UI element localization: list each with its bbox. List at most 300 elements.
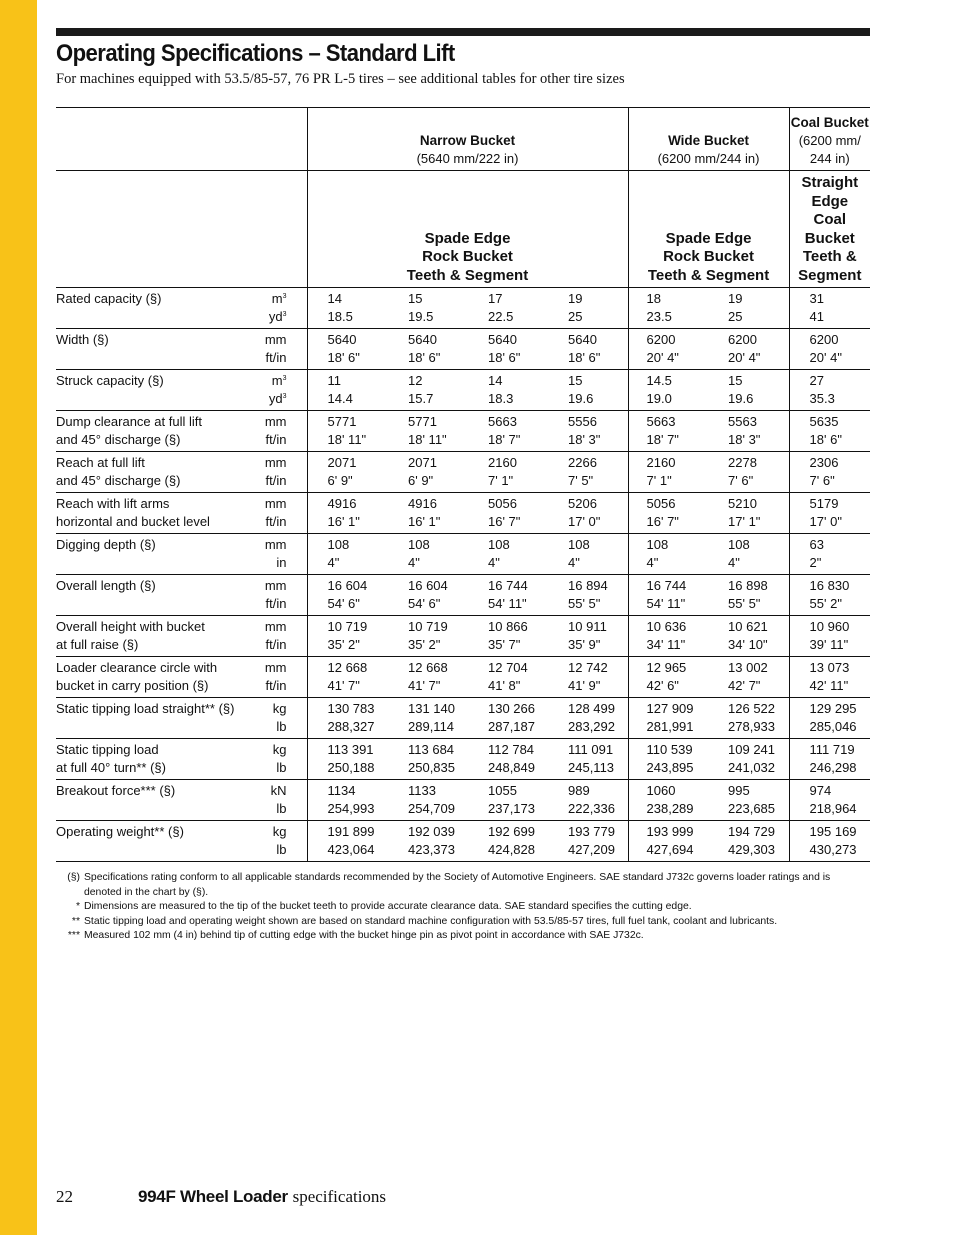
metric-value: 13 002 <box>728 660 768 675</box>
unit-line <box>251 741 287 759</box>
row-label <box>56 452 251 493</box>
metric-value: 5056 <box>646 496 676 511</box>
metric-value: 27 <box>809 373 824 388</box>
value-cell <box>628 452 708 493</box>
imperial-value: 19.6 <box>568 391 594 406</box>
unit-text: lb <box>276 719 287 734</box>
imperial-value: 250,835 <box>408 760 455 775</box>
metric-value: 15 <box>568 373 583 388</box>
coal-type-line: Segment <box>798 266 862 284</box>
value-cell <box>468 657 548 698</box>
imperial-value: 288,327 <box>327 719 375 734</box>
value-cell <box>789 575 870 616</box>
footnote-text: Measured 102 mm (4 in) behind tip of cutting edge with the bucket hinge pin as pivot point in accordance with SAE J732c. <box>84 930 644 941</box>
value-cell <box>468 739 548 780</box>
row-label-line: Width (§) <box>56 332 109 347</box>
narrow-type-line: Spade Edge <box>424 229 511 247</box>
imperial-value: 4" <box>327 555 340 570</box>
value-cell <box>708 575 789 616</box>
metric-value: 192 039 <box>408 824 455 839</box>
imperial-value: 15.7 <box>408 391 434 406</box>
metric-value: 130 266 <box>488 701 535 716</box>
metric-value: 16 744 <box>646 578 687 593</box>
imperial-value: 7' 6" <box>728 473 754 488</box>
metric-value: 108 <box>646 537 669 552</box>
metric-value: 127 909 <box>646 701 694 716</box>
metric-value: 12 668 <box>327 660 368 675</box>
unit-line <box>251 308 287 326</box>
metric-value: 31 <box>809 291 824 306</box>
imperial-value: 16' 1" <box>327 514 360 529</box>
imperial-value: 7' 1" <box>488 473 514 488</box>
page-subtitle: For machines equipped with 53.5/85-57, 76 PR L-5 tires – see additional tables for other tire sizes <box>56 71 625 87</box>
value-cell <box>468 575 548 616</box>
metric-value: 2306 <box>809 455 839 470</box>
value-cell <box>307 411 388 452</box>
header-wide-bucket <box>628 108 789 171</box>
value-cell <box>468 821 548 862</box>
value-cell <box>388 821 468 862</box>
imperial-value: 248,849 <box>488 760 535 775</box>
imperial-value: 42' 11" <box>809 678 849 693</box>
metric-value: 193 999 <box>646 824 694 839</box>
value-cell <box>628 329 708 370</box>
narrow-bucket-size: (5640 mm/222 in) <box>416 151 519 166</box>
imperial-value: 18' 7" <box>646 432 679 447</box>
imperial-value: 17' 0" <box>568 514 601 529</box>
wide-type-line: Spade Edge <box>665 229 752 247</box>
imperial-value: 289,114 <box>408 719 455 734</box>
imperial-value: 254,993 <box>327 801 375 816</box>
unit-text: lb <box>276 842 287 857</box>
row-label-line: Digging depth (§) <box>56 537 156 552</box>
imperial-value: 237,173 <box>488 801 535 816</box>
imperial-value: 245,113 <box>568 760 615 775</box>
row-units <box>251 698 307 739</box>
unit-text: m <box>271 291 283 306</box>
imperial-value: 16' 7" <box>646 514 679 529</box>
unit-text: yd <box>268 309 283 324</box>
imperial-value: 6' 9" <box>327 473 353 488</box>
metric-value: 5206 <box>568 496 597 511</box>
table-row <box>56 534 870 575</box>
table-row <box>56 616 870 657</box>
value-cell <box>789 698 870 739</box>
metric-value: 14 <box>488 373 503 388</box>
unit-line <box>251 659 287 677</box>
coal-bucket-title: Coal Bucket <box>790 115 869 130</box>
metric-value: 5556 <box>568 414 597 429</box>
unit-text: mm <box>264 619 287 634</box>
value-cell <box>548 616 628 657</box>
cubic-superscript: 3 <box>282 375 287 382</box>
footnote <box>56 871 870 900</box>
metric-value: 14 <box>327 291 342 306</box>
value-cell <box>548 452 628 493</box>
metric-value: 109 241 <box>728 742 776 757</box>
imperial-value: 55' 2" <box>809 596 842 611</box>
row-label <box>56 329 251 370</box>
imperial-value: 39' 11" <box>809 637 849 652</box>
row-label-line <box>56 308 251 326</box>
footnote-mark: ** <box>71 915 80 927</box>
value-cell <box>789 780 870 821</box>
unit-line <box>251 390 287 408</box>
wide-bucket-size: (6200 mm/244 in) <box>657 151 760 166</box>
metric-value: 15 <box>408 291 423 306</box>
row-units <box>251 534 307 575</box>
header-coal-type <box>789 171 870 288</box>
row-label-line: Dump clearance at full lift <box>56 414 202 429</box>
value-cell <box>388 698 468 739</box>
row-label-line: Static tipping load straight** (§) <box>56 701 235 716</box>
metric-value: 17 <box>488 291 503 306</box>
header-row-bucket-groups <box>56 108 870 171</box>
metric-value: 12 <box>408 373 423 388</box>
row-label <box>56 575 251 616</box>
metric-value: 19 <box>728 291 743 306</box>
unit-text: mm <box>264 578 287 593</box>
imperial-value: 54' 11" <box>488 596 527 611</box>
imperial-value: 20' 4" <box>728 350 761 365</box>
row-label <box>56 821 251 862</box>
value-cell <box>388 534 468 575</box>
value-cell <box>388 780 468 821</box>
unit-text: lb <box>276 801 287 816</box>
value-cell <box>388 411 468 452</box>
table-row <box>56 329 870 370</box>
row-label-line: Struck capacity (§) <box>56 373 164 388</box>
header-row-bucket-types <box>56 171 870 288</box>
row-label <box>56 698 251 739</box>
row-label-line: at full 40° turn** (§) <box>56 760 166 775</box>
imperial-value: 16' 1" <box>408 514 441 529</box>
narrow-bucket-title: Narrow Bucket <box>419 133 516 148</box>
row-label <box>56 288 251 329</box>
coal-type-line: Bucket <box>804 229 855 247</box>
imperial-value: 19.0 <box>646 391 672 406</box>
imperial-value: 427,209 <box>568 842 615 857</box>
metric-value: 108 <box>728 537 750 552</box>
imperial-value: 18' 11" <box>327 432 367 447</box>
row-label-line: bucket in carry position (§) <box>56 678 209 693</box>
unit-text: ft/in <box>265 350 287 365</box>
narrow-type-line: Rock Bucket <box>422 248 513 265</box>
unit-line <box>251 636 287 654</box>
imperial-value: 20' 4" <box>809 350 842 365</box>
unit-line <box>251 718 287 736</box>
wide-type-line: Teeth & Segment <box>647 266 770 284</box>
value-cell <box>789 657 870 698</box>
row-units <box>251 493 307 534</box>
row-label-line <box>56 390 251 408</box>
table-row <box>56 657 870 698</box>
value-cell <box>468 329 548 370</box>
footnote-text: Specifications rating conform to all applicable standards recommended by the Society of Automotive Engineers. SAE standard J732c governs loader ratings and is denoted in the chart by (§). <box>84 872 831 898</box>
row-label-line: Reach at full lift <box>56 455 145 470</box>
row-label-line: Overall height with bucket <box>56 619 205 634</box>
imperial-value: 6' 9" <box>408 473 434 488</box>
value-cell <box>628 739 708 780</box>
table-row <box>56 370 870 411</box>
metric-value: 1134 <box>327 783 356 798</box>
unit-line <box>251 372 287 390</box>
metric-value: 2266 <box>568 455 597 470</box>
value-cell <box>388 288 468 329</box>
row-label-line: Reach with lift arms <box>56 496 170 511</box>
table-row <box>56 575 870 616</box>
unit-line <box>251 472 287 490</box>
row-label-line: and 45° discharge (§) <box>56 432 181 447</box>
imperial-value: 4" <box>488 555 500 570</box>
imperial-value: 18' 6" <box>327 350 360 365</box>
imperial-value: 34' 11" <box>646 637 686 652</box>
value-cell <box>388 616 468 657</box>
imperial-value: 35' 2" <box>327 637 360 652</box>
metric-value: 5640 <box>488 332 517 347</box>
imperial-value: 41' 8" <box>488 678 521 693</box>
unit-text: ft/in <box>265 432 287 447</box>
metric-value: 6200 <box>646 332 676 347</box>
metric-value: 4916 <box>408 496 437 511</box>
imperial-value: 54' 11" <box>646 596 686 611</box>
metric-value: 10 866 <box>488 619 528 634</box>
row-units <box>251 411 307 452</box>
metric-value: 5640 <box>408 332 437 347</box>
unit-line <box>251 823 287 841</box>
unit-line <box>251 431 287 449</box>
unit-line <box>251 677 287 695</box>
value-cell <box>468 370 548 411</box>
value-cell <box>628 575 708 616</box>
row-label <box>56 534 251 575</box>
row-units <box>251 370 307 411</box>
page-number: 22 <box>56 1187 73 1206</box>
table-row <box>56 411 870 452</box>
unit-line <box>251 618 287 636</box>
imperial-value: 4" <box>408 555 420 570</box>
value-cell <box>628 288 708 329</box>
value-cell <box>708 329 789 370</box>
imperial-value: 246,298 <box>809 760 857 775</box>
metric-value: 5640 <box>568 332 597 347</box>
row-label <box>56 657 251 698</box>
value-cell <box>468 411 548 452</box>
metric-value: 108 <box>408 537 430 552</box>
row-label-line <box>56 718 251 736</box>
value-cell <box>548 780 628 821</box>
value-cell <box>789 329 870 370</box>
imperial-value: 54' 6" <box>327 596 360 611</box>
value-cell <box>628 780 708 821</box>
value-cell <box>468 780 548 821</box>
page-footer <box>56 1187 386 1207</box>
unit-text: mm <box>264 455 287 470</box>
metric-value: 5640 <box>327 332 357 347</box>
row-label-line: Rated capacity (§) <box>56 291 162 306</box>
value-cell <box>307 616 388 657</box>
cubic-superscript: 3 <box>282 393 287 400</box>
value-cell <box>307 288 388 329</box>
yellow-side-bar <box>0 0 37 1235</box>
value-cell <box>789 411 870 452</box>
metric-value: 2278 <box>728 455 757 470</box>
metric-value: 2071 <box>408 455 437 470</box>
value-cell <box>708 780 789 821</box>
value-cell <box>628 534 708 575</box>
value-cell <box>307 821 388 862</box>
imperial-value: 18' 6" <box>809 432 842 447</box>
table-row <box>56 739 870 780</box>
metric-value: 4916 <box>327 496 357 511</box>
metric-value: 16 894 <box>568 578 608 593</box>
imperial-value: 4" <box>728 555 740 570</box>
value-cell <box>708 493 789 534</box>
value-cell <box>548 821 628 862</box>
imperial-value: 429,303 <box>728 842 776 857</box>
imperial-value: 35' 2" <box>408 637 441 652</box>
metric-value: 111 091 <box>568 742 614 757</box>
imperial-value: 42' 7" <box>728 678 761 693</box>
row-units <box>251 288 307 329</box>
imperial-value: 35' 9" <box>568 637 601 652</box>
unit-text: kg <box>272 824 287 839</box>
metric-value: 989 <box>568 783 590 798</box>
value-cell <box>307 739 388 780</box>
metric-value: 6200 <box>728 332 757 347</box>
imperial-value: 254,709 <box>408 801 455 816</box>
metric-value: 16 898 <box>728 578 768 593</box>
imperial-value: 7' 1" <box>646 473 672 488</box>
imperial-value: 18' 6" <box>408 350 441 365</box>
metric-value: 10 719 <box>327 619 368 634</box>
metric-value: 5771 <box>408 414 437 429</box>
imperial-value: 430,273 <box>809 842 857 857</box>
row-label-line: Breakout force*** (§) <box>56 783 176 798</box>
row-label-line <box>56 595 251 613</box>
value-cell <box>789 739 870 780</box>
unit-text: ft/in <box>265 678 287 693</box>
metric-value: 12 965 <box>646 660 687 675</box>
imperial-value: 241,032 <box>728 760 776 775</box>
footnote-text: Static tipping load and operating weight shown are based on standard machine configuration with 53.5/85-57 tires, full fuel tank, coolant and lubricants. <box>84 915 778 927</box>
row-label-line: Loader clearance circle with <box>56 660 218 675</box>
unit-line <box>251 554 287 572</box>
unit-line <box>251 595 287 613</box>
unit-line <box>251 700 287 718</box>
metric-value: 131 140 <box>408 701 455 716</box>
row-label-line: Operating weight** (§) <box>56 824 184 839</box>
value-cell <box>548 329 628 370</box>
row-units <box>251 575 307 616</box>
row-label-line <box>56 554 251 572</box>
row-label <box>56 780 251 821</box>
imperial-value: 18' 3" <box>728 432 761 447</box>
metric-value: 191 899 <box>327 824 375 839</box>
unit-text: yd <box>268 391 283 406</box>
imperial-value: 18.5 <box>327 309 353 324</box>
footnote-mark: *** <box>67 930 80 941</box>
metric-value: 194 729 <box>728 824 776 839</box>
value-cell <box>388 575 468 616</box>
table-row <box>56 288 870 329</box>
imperial-value: 17' 0" <box>809 514 842 529</box>
value-cell <box>388 657 468 698</box>
metric-value: 14.5 <box>646 373 672 388</box>
value-cell <box>789 534 870 575</box>
table-row <box>56 780 870 821</box>
page-title: Operating Specifications – Standard Lift <box>56 40 455 67</box>
imperial-value: 7' 5" <box>568 473 594 488</box>
unit-text: mm <box>264 537 287 552</box>
footer-model: 994F Wheel Loader <box>138 1187 288 1206</box>
imperial-value: 19.5 <box>408 309 434 324</box>
metric-value: 108 <box>488 537 510 552</box>
header-narrow-bucket <box>307 108 628 171</box>
spec-table <box>56 107 870 862</box>
row-units <box>251 739 307 780</box>
metric-value: 108 <box>568 537 590 552</box>
metric-value: 5663 <box>488 414 517 429</box>
unit-text: lb <box>276 760 287 775</box>
unit-text: m <box>271 373 283 388</box>
value-cell <box>708 452 789 493</box>
metric-value: 15 <box>728 373 743 388</box>
value-cell <box>708 739 789 780</box>
wide-type-line: Rock Bucket <box>663 248 754 265</box>
metric-value: 10 621 <box>728 619 768 634</box>
coal-type-line: Coal <box>813 211 847 228</box>
metric-value: 5771 <box>327 414 357 429</box>
row-label <box>56 370 251 411</box>
unit-text: ft/in <box>265 596 287 611</box>
value-cell <box>468 698 548 739</box>
imperial-value: 41 <box>809 309 824 324</box>
value-cell <box>307 329 388 370</box>
imperial-value: 23.5 <box>646 309 672 324</box>
value-cell <box>548 370 628 411</box>
narrow-type-line: Teeth & Segment <box>406 266 529 284</box>
coal-bucket-size-2: 244 in) <box>809 151 850 166</box>
unit-line <box>251 290 287 308</box>
metric-value: 16 744 <box>488 578 528 593</box>
metric-value: 18 <box>646 291 661 306</box>
metric-value: 19 <box>568 291 583 306</box>
value-cell <box>789 616 870 657</box>
header-blank-2 <box>56 171 307 288</box>
metric-value: 192 699 <box>488 824 535 839</box>
imperial-value: 18' 7" <box>488 432 521 447</box>
header-coal-bucket <box>789 108 870 171</box>
table-row <box>56 452 870 493</box>
imperial-value: 423,064 <box>327 842 375 857</box>
imperial-value: 218,964 <box>809 801 857 816</box>
value-cell <box>628 411 708 452</box>
value-cell <box>708 657 789 698</box>
unit-line <box>251 349 287 367</box>
value-cell <box>708 288 789 329</box>
table-row <box>56 698 870 739</box>
unit-line <box>251 495 287 513</box>
cubic-superscript: 3 <box>282 311 287 318</box>
row-label-line <box>56 841 251 859</box>
imperial-value: 55' 5" <box>728 596 761 611</box>
unit-line <box>251 841 287 859</box>
table-row <box>56 821 870 862</box>
row-units <box>251 452 307 493</box>
unit-text: mm <box>264 496 287 511</box>
unit-text: mm <box>264 332 287 347</box>
